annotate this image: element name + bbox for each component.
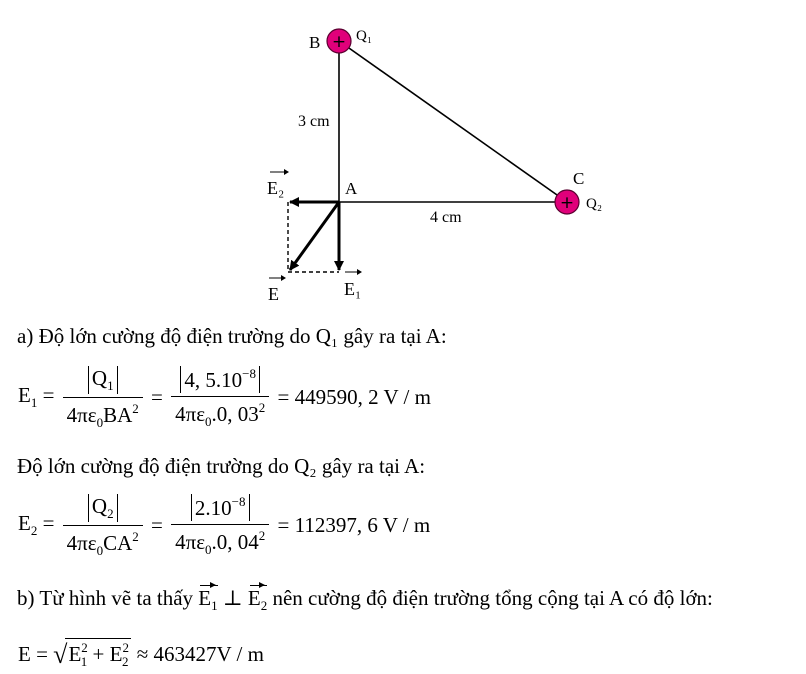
svg-text:+: + [559, 193, 575, 213]
label-point-A: A [345, 179, 358, 198]
part-a-heading: a) Độ lớn cường độ điện trường do Q₁ gây ra tại A: [17, 324, 447, 348]
label-point-B: B [309, 33, 321, 52]
equation-E2: $E_2$ = $\frac{Q_2}{4\pi\varepsilon_0CA^2}$ = $\frac{2.10^{-8}}{4\pi\varepsilon_0.0, 04^2}$ = 112397, 6 V / m [18, 494, 431, 558]
label-charge-Q1: Q₁ [356, 28, 373, 44]
equation-E1: $E_1$ = $\frac{Q_1}{4\pi\varepsilon_0BA^2}$ = $\frac{4, 5.10^{-8}}{4\pi\varepsilon_0.0, 03^2}$ = 449590, 2 V / m [18, 366, 431, 430]
charge-Q1-icon [327, 29, 351, 53]
label-vector-E [268, 275, 286, 304]
label-dist-AC: 4 cm [430, 209, 462, 226]
vector-E-arrow [290, 202, 339, 270]
label-vector-E1 [344, 269, 362, 299]
triangle-field-diagram [0, 0, 806, 310]
equation-E-total: $E = √E^2_1 + E^2_2 \approx 463427V / m$ [18, 640, 264, 669]
part-b-statement: b) Từ hình vẽ ta thấy $E_1$ ⊥ $E_2$ nên cường độ điện trường tổng cộng tại A có độ lớn: [17, 586, 713, 613]
svg-text:E: E [268, 284, 279, 304]
label-point-C: C [573, 169, 585, 188]
label-vector-E2 [267, 169, 289, 198]
svg-text:+: + [331, 32, 347, 52]
svg-text:E₁: E₁ [344, 279, 362, 299]
label-charge-Q2: Q₂ [586, 196, 603, 212]
charge-Q2-icon [555, 190, 579, 214]
label-dist-BA: 3 cm [298, 113, 330, 130]
side-BC [339, 41, 567, 202]
part-a2-heading: Độ lớn cường độ điện trường do Q₂ gây ra tại A: [17, 454, 426, 478]
svg-text:E₂: E₂ [267, 178, 285, 198]
